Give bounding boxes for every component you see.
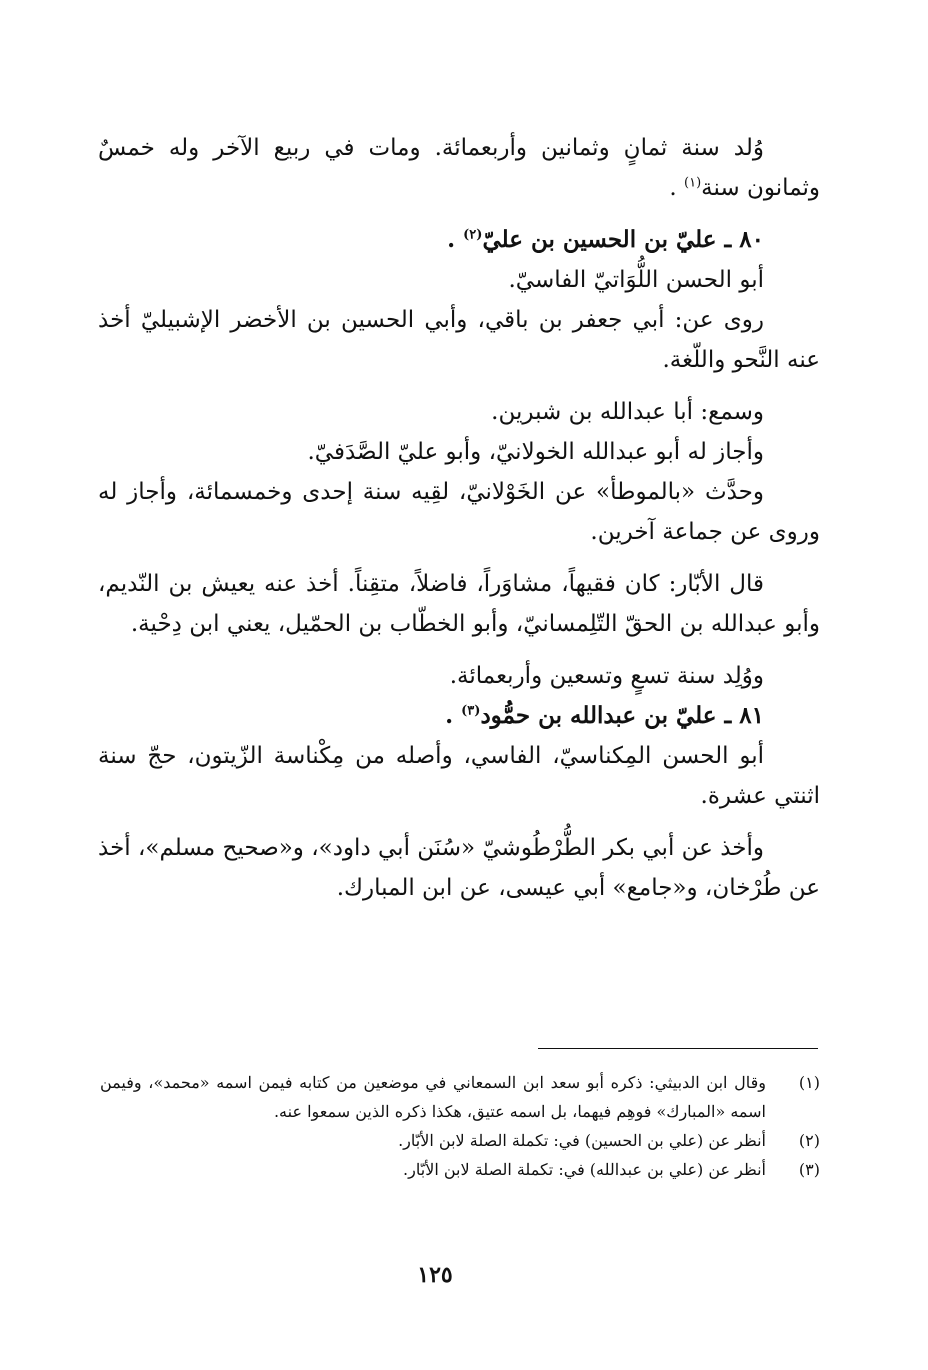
- paragraph-heard-80: وسمع: أبا عبدالله بن شبرين.: [491, 399, 764, 425]
- footnote-text: وقال ابن الدبيثي: ذكره أبو سعد ابن السمعاني في موضعين من كتابه فيمن اسمه «محمد»، وفيمن اسمه «المبارك» فوهِم فيهما، بل اسمه عتيق، هكذا ذكره الذين سمعوا عنه.: [100, 1073, 766, 1121]
- entry-81-title: ٨١ ـ عليّ بن عبدالله بن حمُّود: [480, 702, 764, 729]
- footnote-number: (٣): [798, 1160, 820, 1179]
- footnote-number: (٢): [798, 1131, 820, 1150]
- paragraph-kunya-81: أبو الحسن المِكناسيّ، الفاسي، وأصله من مِكْناسة الزّيتون، حجّ سنة اثنتي عشرة.: [98, 743, 820, 809]
- paragraph-took-81: وأخذ عن أبي بكر الطُّرْطُوشيّ «سُنَن أبي داود»، و«صحيح مسلم»، أخذ عن طُرْخان، و«جامع» أبي عيسى، عن ابن المبارك.: [98, 835, 820, 901]
- paragraph-narrated-80: روى عن: أبي جعفر بن باقي، وأبي الحسين بن الأخضر الإشبيليّ أخذ عنه النَّحو واللّغة.: [98, 307, 820, 373]
- footnote-number: (١): [798, 1073, 820, 1092]
- footnote-1: [100, 1068, 820, 1126]
- entry-80-heading: [98, 220, 820, 260]
- footnote-text: أنظر عن (علي بن عبدالله) في: تكملة الصلة لابن الأبّار.: [403, 1160, 766, 1179]
- paragraph-kunya-80: أبو الحسن اللُّوَاتيّ الفاسيّ.: [508, 267, 764, 293]
- footnote-divider: [538, 1048, 818, 1049]
- footnote-ref-2: (٢): [463, 227, 483, 243]
- footnotes: [100, 1068, 820, 1184]
- paragraph-permitted-80: وأجاز له أبو عبدالله الخولانيّ، وأبو عليّ الصَّدَفيّ.: [307, 439, 764, 465]
- footnote-3: [100, 1155, 820, 1184]
- paragraph-text: وُلد سنة ثمانٍ وثمانين وأربعمائة. ومات في ربيع الآخر وله خمسٌ وثمانون سنة: [98, 135, 820, 201]
- paragraph-transmitted-80: وحدَّث «بالموطأ» عن الخَوْلانيّ، لقِيه سنة إحدى وخمسمائة، وأجاز له وروى عن جماعة آخرين.: [98, 479, 820, 545]
- heading-end: .: [445, 702, 454, 729]
- entry-80-title: ٨٠ ـ عليّ بن الحسين بن عليّ: [482, 226, 764, 253]
- entry-81-heading: [98, 696, 820, 736]
- page-number: ١٢٥: [417, 1262, 453, 1288]
- paragraph-birth-death: [98, 128, 820, 208]
- main-text: [98, 128, 820, 908]
- footnote-ref-3: (٣): [461, 703, 481, 719]
- footnote-ref-1: (١): [684, 175, 702, 191]
- paragraph-end: .: [669, 175, 677, 201]
- paragraph-abbar-80: قال الأبّار: كان فقيهاً، مشاوَراً، فاضلاً، متقِناً. أخذ عنه يعيش بن النّديم، وأبو عبدالله بن الحقّ التّلِمسانيّ، وأبو الخطّاب بن الحمّيل، يعني ابن دِحْية.: [98, 571, 820, 637]
- heading-end: .: [447, 226, 456, 253]
- paragraph-born-80: ووُلِد سنة تسعٍ وتسعين وأربعمائة.: [449, 663, 764, 689]
- footnote-2: [100, 1126, 820, 1155]
- footnote-text: أنظر عن (علي بن الحسين) في: تكملة الصلة لابن الأبّار.: [398, 1131, 766, 1150]
